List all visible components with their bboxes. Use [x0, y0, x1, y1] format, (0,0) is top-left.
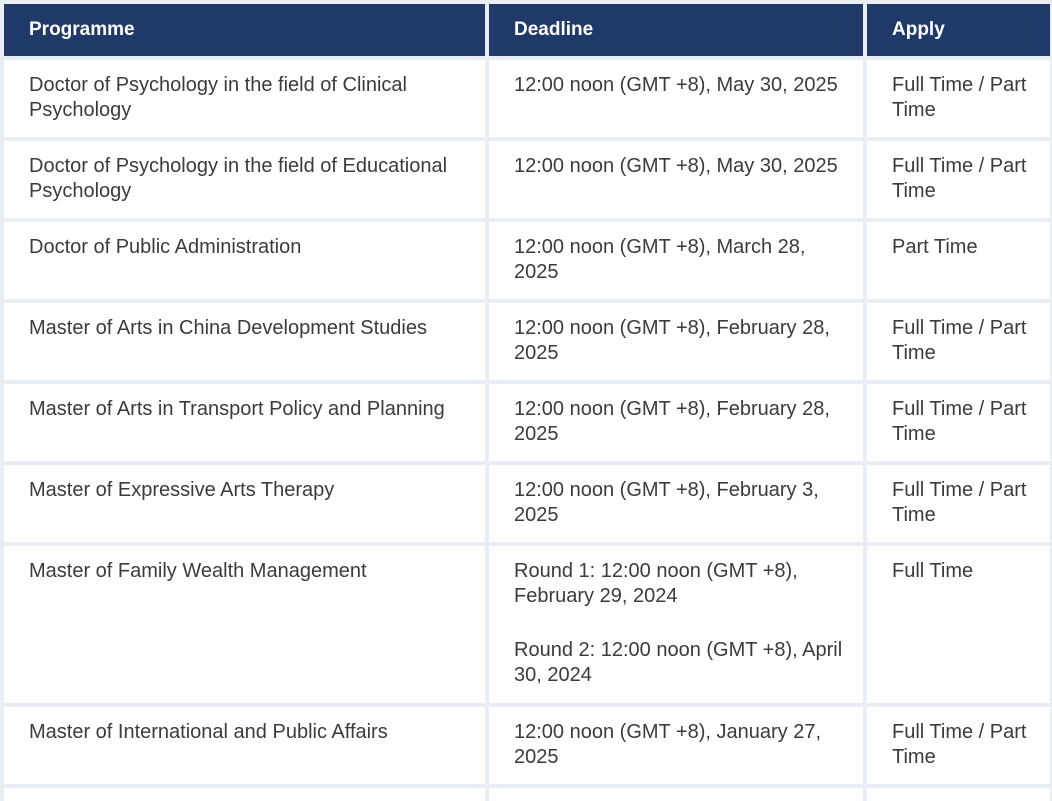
deadline-cell: 12:00 noon (GMT +8), May 30, 2025	[489, 141, 863, 218]
programme-cell: Doctor of Psychology in the field of Educational Psychology	[4, 141, 485, 218]
apply-cell: Full Time / Part Time	[867, 141, 1050, 218]
apply-cell: Full Time / Part Time	[867, 384, 1050, 461]
apply-cell: Full Time / Part Time	[867, 465, 1050, 542]
deadline-cell: 12:00 noon (GMT +8), May 30, 2025	[489, 60, 863, 137]
programme-cell: Doctor of Psychology in the field of Clinical Psychology	[4, 60, 485, 137]
deadline-cell: 12:00 noon (GMT +8), February 3, 2025	[489, 465, 863, 542]
programme-cell: Master of Arts in China Development Studies	[4, 303, 485, 380]
deadline-round-1: Round 1: 12:00 noon (GMT +8), February 29, 2024	[514, 560, 798, 607]
apply-cell: Full Time / Part Time	[867, 303, 1050, 380]
header-deadline[interactable]: Deadline	[489, 4, 863, 56]
apply-cell: Full Time / Part Time	[867, 60, 1050, 137]
deadline-cell: 12:00 noon (GMT +8), March 28, 2025	[489, 222, 863, 299]
deadline-cell: 12:00 noon (GMT +8), February 28, 2025	[489, 384, 863, 461]
header-apply[interactable]: Apply	[867, 4, 1050, 56]
deadline-round-2: Round 2: 12:00 noon (GMT +8), April 30, 2024	[514, 639, 843, 686]
programme-deadline-table	[4, 4, 1050, 801]
deadline-cell: 12:00 noon (GMT +8), January 27, 2025	[489, 707, 863, 784]
apply-cell: Part Time	[867, 222, 1050, 299]
header-programme[interactable]: Programme	[4, 4, 485, 56]
apply-cell: Full Time / Part Time	[867, 707, 1050, 784]
deadline-cell: 12:00 noon (GMT +8), February 28, 2025	[489, 303, 863, 380]
programme-cell: Master of Arts in Transport Policy and Planning	[4, 384, 485, 461]
programme-cell: Doctor of Public Administration	[4, 222, 485, 299]
apply-cell: Full Time	[867, 546, 1050, 703]
deadline-cell	[489, 546, 863, 703]
programme-cell: Master of Family Wealth Management	[4, 546, 485, 703]
programme-cell: Master of International and Public Affairs	[4, 707, 485, 784]
programme-cell: Master of Expressive Arts Therapy	[4, 465, 485, 542]
